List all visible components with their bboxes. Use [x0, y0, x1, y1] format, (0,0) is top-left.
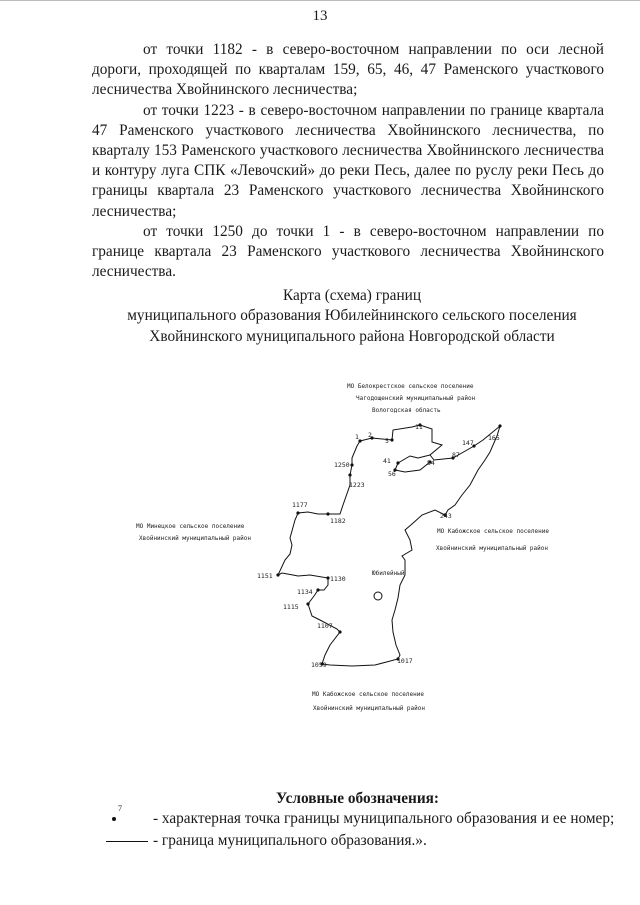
point-label: 1177	[292, 501, 308, 509]
region-label-east: МО Кабожское сельское поселение	[437, 528, 549, 535]
boundary-point	[276, 573, 279, 576]
legend-point-number: 7	[118, 804, 122, 814]
boundary-point	[396, 461, 399, 464]
boundary-point	[350, 463, 353, 466]
map-title-line: муниципального образования Юбилейнинского сельского поселения	[127, 307, 577, 325]
region-label-east: Хвойнинский муниципальный район	[436, 545, 548, 552]
line-symbol-icon	[100, 835, 148, 847]
boundary-point	[326, 512, 329, 515]
boundary-point	[306, 602, 309, 605]
paragraph: от точки 1223 - в северо-восточном направлении по границе квартала 47 Раменского участкового лесничества Хвойнинского лесничества, по кварталу 153 Раменского участкового лесничества Хвойнинского лесничества и контуру луга СПК «Левочский» до реки Песь, далее по руслу реки Песь до границы квартала 23 Раменского участкового лесничества Хвойнинского лесничества;	[92, 101, 604, 220]
point-label: 165	[488, 434, 500, 442]
point-label: 1130	[330, 575, 346, 583]
map-title	[0, 286, 640, 347]
point-label: 1134	[297, 588, 313, 596]
region-label-west: Хвойнинский муниципальный район	[139, 535, 251, 542]
point-label: 1	[355, 433, 359, 441]
point-label: 147	[462, 439, 474, 447]
point-label: 41	[383, 457, 391, 465]
settlement-label: Юбилейный	[372, 570, 405, 577]
region-label-north: Чагодощенский муниципальный район	[356, 395, 476, 402]
point-label: 243	[440, 512, 452, 520]
boundary-point	[390, 438, 393, 441]
point-label: 1017	[397, 657, 413, 665]
page-number: 13	[312, 8, 328, 24]
point-label: 11	[415, 423, 423, 431]
point-label: 1107	[317, 622, 333, 630]
boundary-point	[296, 511, 299, 514]
legend-row-point	[100, 804, 615, 828]
region-label-west: МО Минецкое сельское поселение	[136, 523, 245, 530]
settlement-marker	[374, 592, 382, 600]
point-symbol-icon	[100, 804, 148, 825]
point-label: 1223	[349, 481, 365, 489]
point-label: 5	[385, 437, 389, 445]
scan-edge-mark	[0, 0, 640, 1]
region-label-north: Вологодская область	[372, 407, 441, 414]
dot-icon	[112, 817, 116, 821]
map-title-line: Карта (схема) границ	[282, 287, 421, 304]
point-label: 1059	[311, 661, 327, 669]
point-label: 1250	[334, 461, 350, 469]
paragraph: от точки 1250 до точки 1 - в северо-восточном направлении по границе квартала 23 Раменского участкового лесничества Хвойнинского лесничества.	[92, 222, 604, 281]
boundary-line	[395, 455, 430, 472]
region-label-south: МО Кабожское сельское поселение	[312, 691, 424, 698]
legend-point-text: - характерная точка границы муниципального образования и ее номер;	[153, 810, 615, 828]
paragraph: от точки 1182 - в северо-восточном направлении по оси лесной дороги, проходящей по кварталам 159, 65, 46, 47 Раменского участкового лесничества Хвойнинского лесничества;	[92, 41, 604, 99]
line-icon	[106, 841, 148, 842]
boundary-point	[338, 630, 341, 633]
point-label: 87	[452, 451, 460, 459]
point-label: 1182	[330, 517, 346, 525]
point-label: 2	[368, 431, 372, 439]
point-label: 1115	[283, 603, 299, 611]
legend-title: Условные обозначения:	[276, 790, 439, 807]
region-label-south: Хвойнинский муниципальный район	[313, 705, 425, 712]
point-label: 56	[388, 470, 396, 478]
boundary-point	[498, 424, 501, 427]
boundary-map	[0, 360, 640, 730]
point-label: 1151	[257, 572, 273, 580]
boundary-point	[316, 588, 319, 591]
map-title-line: Хвойнинского муниципального района Новгородской области	[149, 327, 555, 345]
boundary-point	[348, 473, 351, 476]
region-labels	[136, 383, 549, 712]
legend-row-line	[100, 832, 427, 850]
region-label-north: МО Белокрестское сельское поселение	[347, 383, 474, 390]
point-label: 54	[427, 459, 435, 467]
body-text	[92, 40, 604, 282]
legend-line-text: - граница муниципального образования.».	[153, 832, 427, 850]
